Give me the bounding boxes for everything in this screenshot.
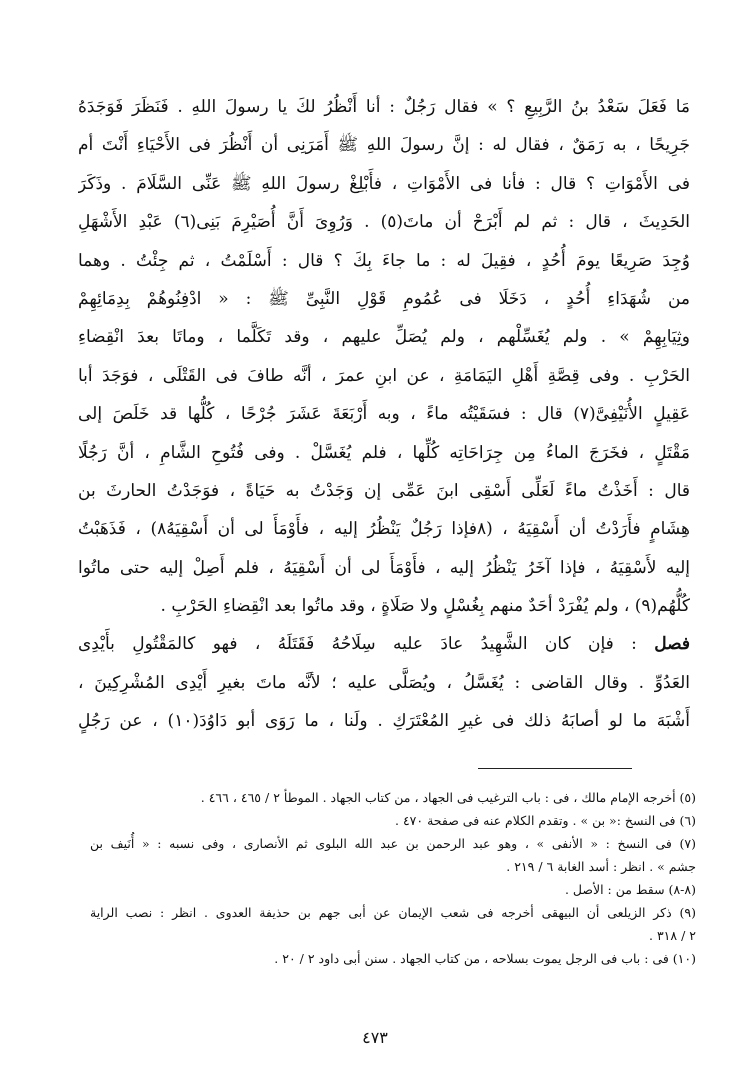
footnote: (٥) أخرجه الإمام مالك ، فى : باب الترغيب فى الجهاد ، من كتاب الجهاد . الموطأ ٢ / ٤٦٥ ، ٤٦٦ . <box>200 790 696 805</box>
footnote: (٨-٨) سقط من : الأصل . <box>564 882 696 897</box>
footnote: (١٠) فى : باب فى الرجل يموت بسلاحه ، من كتاب الجهاد . سنن أبى داود ٢ / ٢٠ . <box>274 951 696 966</box>
footnote-divider <box>478 768 632 769</box>
text-line: مَا فَعَلَ سَعْدُ بنُ الرَّبِيعِ ؟ » فقال رَجُلٌ : أنا أَنْظُرُ لكَ يا رسولَ اللهِ . فَنَظَرَ فَوَجَدَهُ <box>78 97 690 117</box>
fasl-text: : فإن كان الشَّهِيدُ عادَ عليه سِلَاحُهُ فَقَتَلَهُ ، فهو كالمَقْتُولِ بأَيْدِى <box>78 634 637 655</box>
text-line: الحَرْبِ . وفى قِصَّةِ أَهْلِ اليَمَامَةِ ، عن ابنِ عمرَ ، أنَّه طافَ فى القَتْلَى ، فوَجَدَ أبا <box>78 365 690 386</box>
text-line: إليه لأَسْقِيَهُ ، فإذا آخَرُ يَنْظُرُ إليه ، فأَوْمَأَ لى أن أَسْقِيَهُ ، فلم أَصِلْ إليه حتى ماتُوا <box>78 557 690 578</box>
text-line: وثِيَابِهِمْ » . ولم يُغَسِّلْهم ، ولم يُصَلِّ عليهم ، وقد تَكَلَّما ، وماتَا بعدَ انْقِضاءِ <box>78 327 690 348</box>
text-line: هِشَامٍ فأَرَدْتُ أن أَسْقِيَهُ ، (٨فإذا رَجُلٌ يَنْظُرُ إليه ، فأَوْمَأَ لى أن أَسْقِيَهُ٨) ، فَذَهَبْتُ <box>78 519 690 540</box>
page-number: ٤٧٣ <box>362 1028 388 1047</box>
footnote: (٧) فى النسخ : « الأنفى » ، وهو عبد الرحمن بن عبد الله البلوى ثم الأنصارى ، وفى نسبه : « أُنَيف بن <box>90 836 696 851</box>
footnotes <box>90 786 696 970</box>
text-line: عَقِيلٍ الأُنَيْفِىَّ(٧) قال : فسَقَيْتُه ماءً ، وبه أَرْبَعَةَ عَشَرَ جُرْحًا ، كُلُّها قد خَلَصَ إلى <box>78 404 690 425</box>
footnote: ٢ / ٣١٨ . <box>649 928 696 943</box>
text-line: الحَدِيثَ ، قال : ثم لم أَبْرَحْ أن ماتَ(٥) . وَرُوِىَ أَنَّ أُصَيْرِمَ بَنِى(٦) عَبْدِ الأَشْهَلِ <box>78 212 690 233</box>
footnote: (٦) فى النسخ :« بن » . وتقدم الكلام عنه فى صفحة ٤٧٠ . <box>395 813 696 828</box>
text-line: فى الأَمْوَاتِ ؟ قال : فأنا فى الأَمْوَاتِ ، فأَبْلِغْ رسولَ اللهِ ﷺ عَنِّى السَّلَامَ . وذَكَرَ <box>78 173 690 194</box>
text-line: مَقْتَلٍ ، فخَرَجَ الماءُ مِن جِرَاحَاتِه كُلِّها ، فلم يُغَسَّلْ . وفى فُتُوحِ الشَّامِ ، أنَّ رَجُلًا <box>78 442 690 463</box>
text-line: قال : أَخَذْتُ ماءً لَعَلِّى أَسْقِى ابنَ عَمِّى إن وَجَدْتُ به حَيَاةً ، فوَجَدْتُ الحارثَ بن <box>78 480 690 501</box>
fasl-heading: فصل <box>654 634 690 655</box>
text-line: من شُهَدَاءِ أُحُدٍ ، دَخَلَا فى عُمُومِ قَوْلِ النَّبِىِّ ﷺ : « ادْفِنُوهُمْ بِدِمَائِهِمْ <box>78 288 690 309</box>
footnote: (٩) ذكر الزيلعى أن البيهقى أخرجه فى شعب الإيمان عن أبى جهم بن حذيفة العدوى . انظر : نصب الراية <box>90 905 696 920</box>
main-text <box>78 88 690 741</box>
text-line: العَدُوِّ . وقال القاضى : يُغَسَّلُ ، ويُصَلَّى عليه ؛ لأنَّه ماتَ بغيرِ أَيْدِى المُشْرِكِينَ ، <box>78 672 690 693</box>
text-line: كُلُّهُم(٩) ، ولم يُفْرَدْ أحَدٌ منهم بِغُسْلٍ ولا صَلَاةٍ ، وقد ماتُوا بعد انْقِضاءِ الحَرْبِ . <box>160 596 690 617</box>
text-line: أَشْبَهَ ما لو أصابَهُ ذلك فى غيرِ المُعْتَرَكِ . ولَنا ، ما رَوَى أبو دَاوُدَ(١٠) ، عن رَجُلٍ <box>78 711 690 732</box>
text-line: وُجِدَ صَرِيعًا يومَ أُحُدٍ ، فقِيلَ له : ما جاءَ بِكَ ؟ قال : أَسْلَمْتُ ، ثم جِئْتُ . وهما <box>78 250 690 271</box>
fasl-first-line <box>78 625 690 663</box>
footnote: جشم » . انظر : أسد الغابة ٦ / ٢١٩ . <box>506 859 696 874</box>
text-line: جَرِيحًا ، به رَمَقٌ ، فقال له : إنَّ رسولَ اللهِ ﷺ أَمَرَنِى أن أَنْظُرَ فى الأَحْيَاءِ أَنْتَ أم <box>78 135 690 156</box>
